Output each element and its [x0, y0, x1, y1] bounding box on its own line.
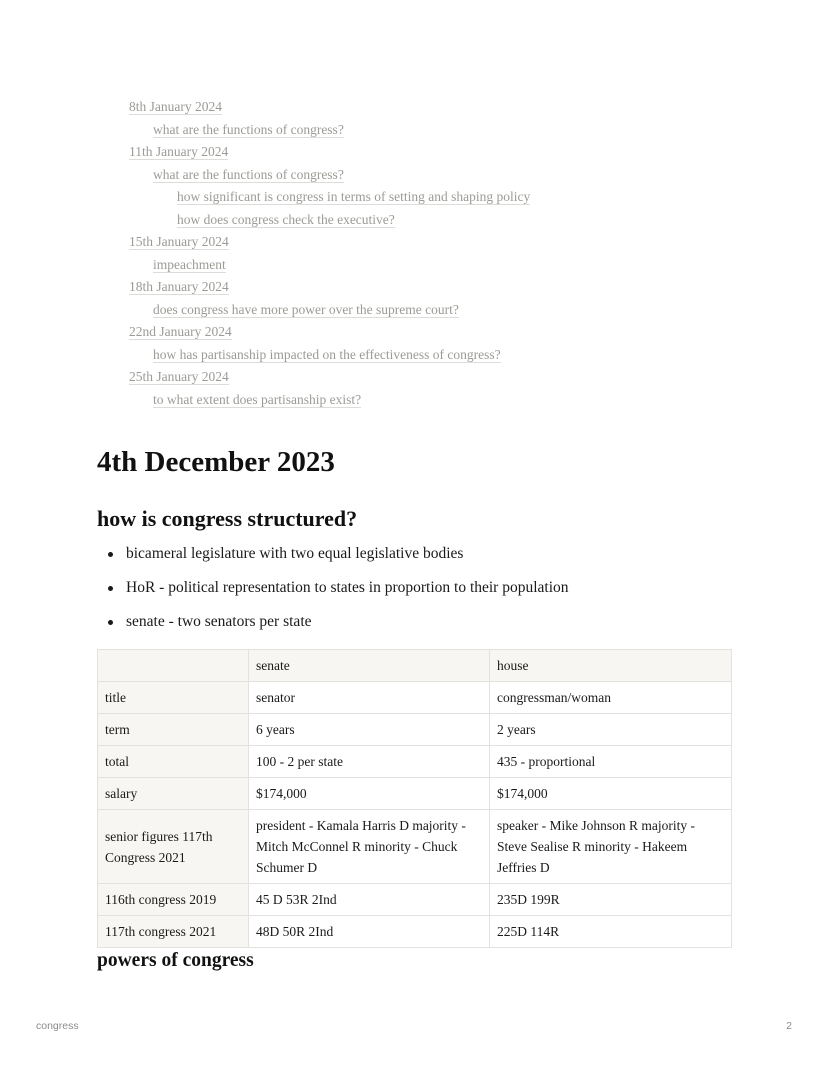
toc-link[interactable]: what are the functions of congress?: [153, 122, 344, 137]
table-header-row: [98, 650, 732, 682]
table-row-header: term: [98, 714, 249, 746]
footer-page-number: 2: [786, 1020, 792, 1032]
toc-link[interactable]: how has partisanship impacted on the effectiveness of congress?: [153, 347, 501, 362]
table-header-cell: house: [490, 650, 732, 682]
table-cell: 48D 50R 2Ind: [249, 916, 490, 948]
table-cell: 45 D 53R 2Ind: [249, 884, 490, 916]
toc-link[interactable]: impeachment: [153, 257, 226, 272]
footer-document-title: congress: [36, 1020, 79, 1032]
table-row: [98, 916, 732, 948]
list-item: HoR - political representation to states in proportion to their population: [97, 575, 569, 609]
table-row-header: total: [98, 746, 249, 778]
toc-link[interactable]: what are the functions of congress?: [153, 167, 344, 182]
table-row-header: salary: [98, 778, 249, 810]
table-row: [98, 884, 732, 916]
table-cell: 6 years: [249, 714, 490, 746]
table-row-header: 116th congress 2019: [98, 884, 249, 916]
bullet-list: [97, 541, 569, 643]
toc-link[interactable]: 22nd January 2024: [129, 324, 232, 339]
table-row-header: title: [98, 682, 249, 714]
table-row: [98, 714, 732, 746]
table-cell: speaker - Mike Johnson R majority - Steve Sealise R minority - Hakeem Jeffries D: [490, 810, 732, 884]
table-cell: $174,000: [249, 778, 490, 810]
toc-link[interactable]: does congress have more power over the supreme court?: [153, 302, 459, 317]
toc-link[interactable]: 8th January 2024: [129, 99, 222, 114]
powers-heading: powers of congress: [97, 950, 254, 971]
toc-link[interactable]: 25th January 2024: [129, 369, 229, 384]
list-item: bicameral legislature with two equal legislative bodies: [97, 541, 569, 575]
list-item: senate - two senators per state: [97, 609, 569, 643]
table-cell: 2 years: [490, 714, 732, 746]
table-cell: president - Kamala Harris D majority - Mitch McConnel R minority - Chuck Schumer D: [249, 810, 490, 884]
toc-link[interactable]: how significant is congress in terms of setting and shaping policy: [177, 189, 531, 204]
table-cell: $174,000: [490, 778, 732, 810]
table-row: [98, 746, 732, 778]
section-date-heading: 4th December 2023: [97, 446, 335, 478]
toc-link[interactable]: 11th January 2024: [129, 144, 229, 159]
table-cell: congressman/woman: [490, 682, 732, 714]
toc-link[interactable]: 18th January 2024: [129, 279, 229, 294]
table-cell: 235D 199R: [490, 884, 732, 916]
congress-comparison-table: [97, 649, 732, 948]
table-row-header: 117th congress 2021: [98, 916, 249, 948]
table-cell: 435 - proportional: [490, 746, 732, 778]
table-row: [98, 778, 732, 810]
toc-link[interactable]: 15th January 2024: [129, 234, 229, 249]
table-header-cell: [98, 650, 249, 682]
toc-link[interactable]: to what extent does partisanship exist?: [153, 392, 362, 407]
table-cell: 100 - 2 per state: [249, 746, 490, 778]
table-row: [98, 810, 732, 884]
table-row-header: senior figures 117th Congress 2021: [98, 810, 249, 884]
table-header-cell: senate: [249, 650, 490, 682]
table-cell: senator: [249, 682, 490, 714]
toc-link[interactable]: how does congress check the executive?: [177, 212, 395, 227]
table-row: [98, 682, 732, 714]
question-heading: how is congress structured?: [97, 506, 358, 531]
table-cell: 225D 114R: [490, 916, 732, 948]
